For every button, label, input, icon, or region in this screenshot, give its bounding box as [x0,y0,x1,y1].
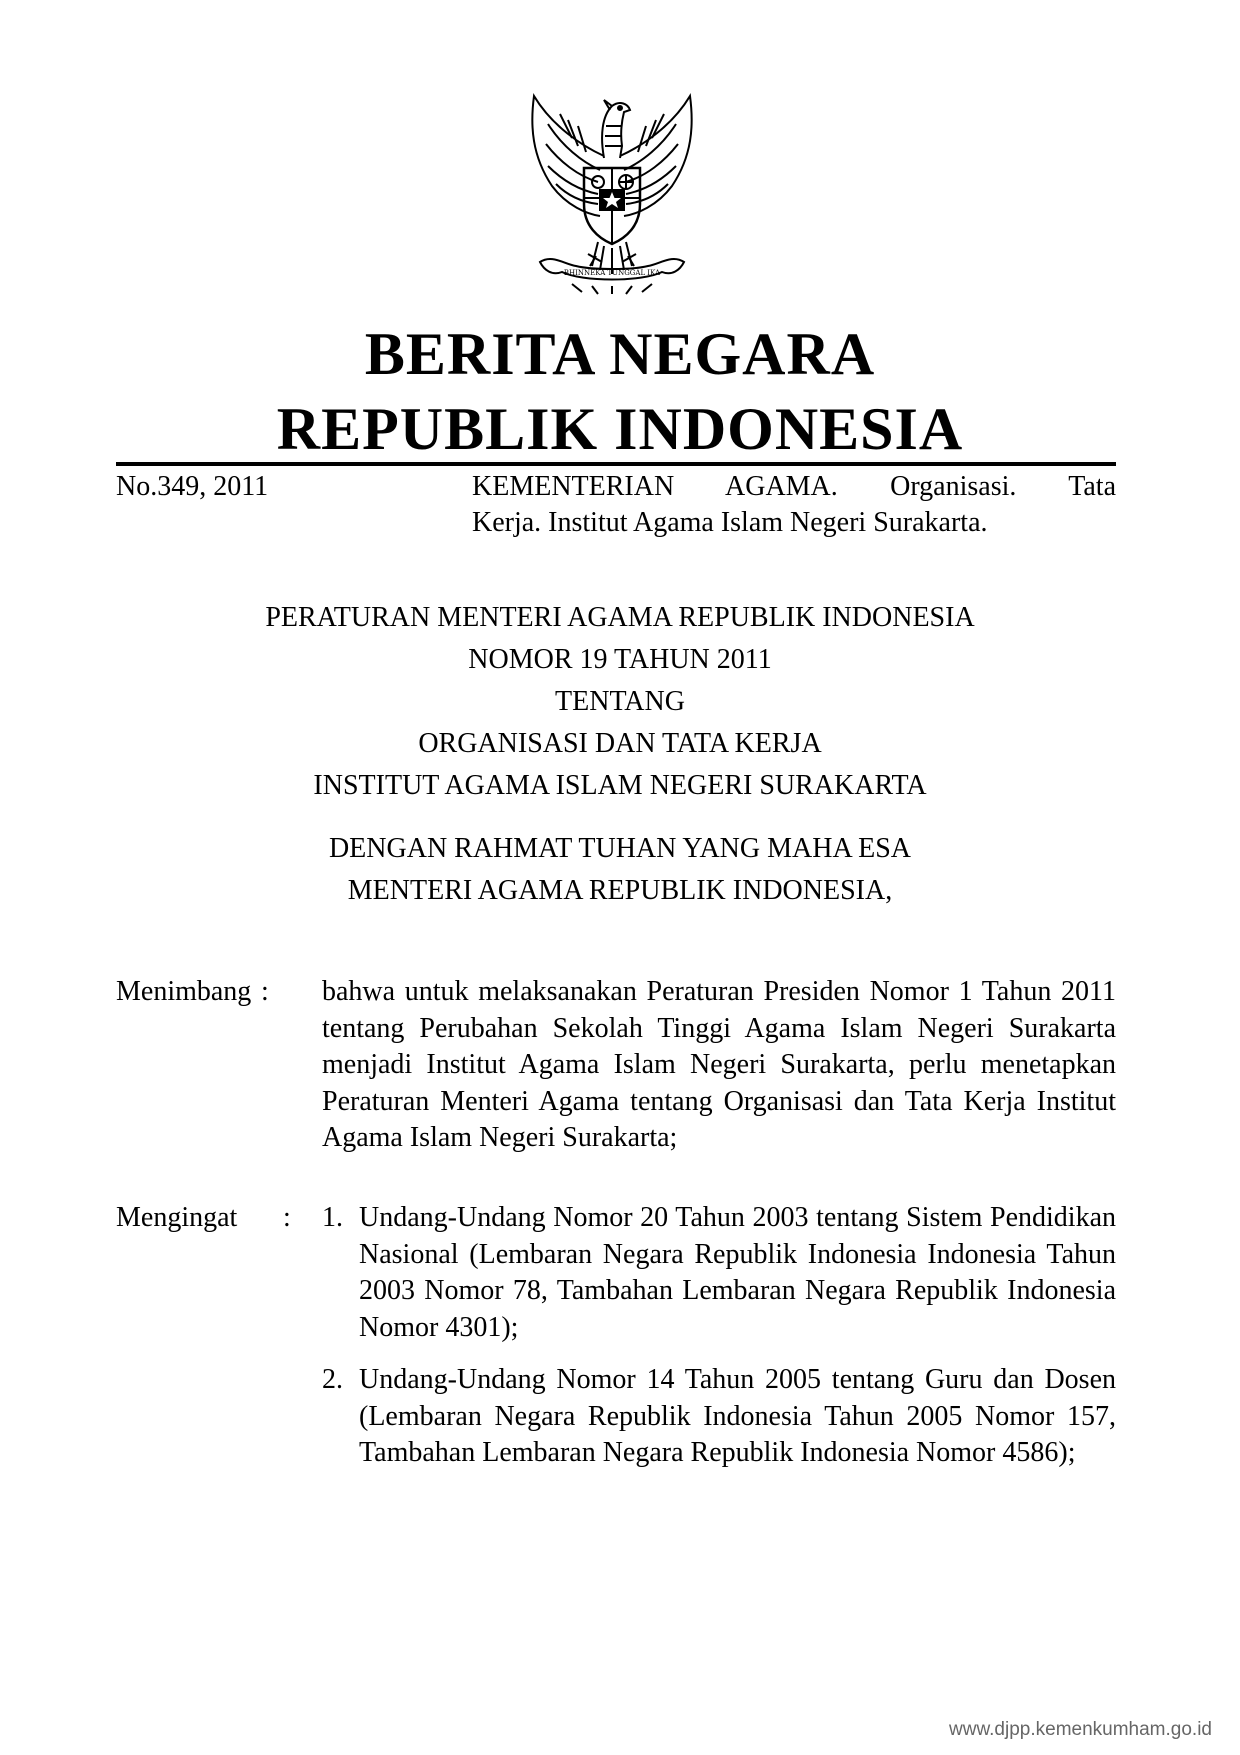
menimbang-colon: : [261,976,269,1007]
regulation-title-line: ORGANISASI DAN TATA KERJA [418,728,822,759]
footer-url: www.djpp.kemenkumham.go.id [949,1719,1212,1740]
menimbang-text: bahwa untuk melaksanakan Peraturan Presiden Nomor 1 Tahun 2011 tentang Perubahan Sekolah Tinggi Agama Islam Negeri Surakarta menjadi Institut Agama Islam Negeri Surakarta, perlu menetapkan Peraturan Menteri Agama tentang Organisasi dan Tata Kerja Institut Agama Islam Negeri Surakarta; [322,976,1116,1153]
masthead-divider [116,462,1116,466]
mengingat-label: Mengingat [116,1202,238,1233]
mengingat-colon: : [283,1202,291,1233]
gazette-number: No.349, 2011 [116,471,269,502]
regulation-title [0,597,1240,807]
mengingat-item-number: 1. [322,1202,343,1233]
regulation-title-line: INSTITUT AGAMA ISLAM NEGERI SURAKARTA [313,770,927,801]
menimbang-label: Menimbang [116,976,252,1007]
regulation-title-line: NOMOR 19 TAHUN 2011 [468,644,772,675]
svg-text:BHINNEKA TUNGGAL IKA: BHINNEKA TUNGGAL IKA [563,269,661,277]
masthead-line-2: REPUBLIK INDONESIA [276,396,964,462]
regulation-title-line: TENTANG [555,686,685,717]
garuda-emblem-icon [512,86,712,296]
mengingat-item-text: Undang-Undang Nomor 14 Tahun 2005 tentang Guru dan Dosen (Lembaran Negara Republik Indonesia Tahun 2005 Nomor 157, Tambahan Lembaran Negara Republik Indonesia Nomor 4586); [359,1364,1116,1468]
regulation-title-line: PERATURAN MENTERI AGAMA REPUBLIK INDONESIA [265,602,975,633]
gazette-subject-line-1: KEMENTERIAN AGAMA. Organisasi. Tata [472,471,1116,502]
preamble-line: DENGAN RAHMAT TUHAN YANG MAHA ESA [328,833,912,864]
preamble-line: MENTERI AGAMA REPUBLIK INDONESIA, [347,875,893,906]
gazette-subject-line-2: Kerja. Institut Agama Islam Negeri Surakarta. [472,507,988,538]
mengingat-item-text: Undang-Undang Nomor 20 Tahun 2003 tentang Sistem Pendidikan Nasional (Lembaran Negara Republik Indonesia Indonesia Tahun 2003 Nomor 78, Tambahan Lembaran Negara Republik Indonesia Nomor 4301); [359,1202,1116,1343]
mengingat-item-number: 2. [322,1364,343,1395]
preamble [0,828,1240,912]
gazette-subject [472,469,1116,541]
masthead-line-1: BERITA NEGARA [364,321,876,387]
